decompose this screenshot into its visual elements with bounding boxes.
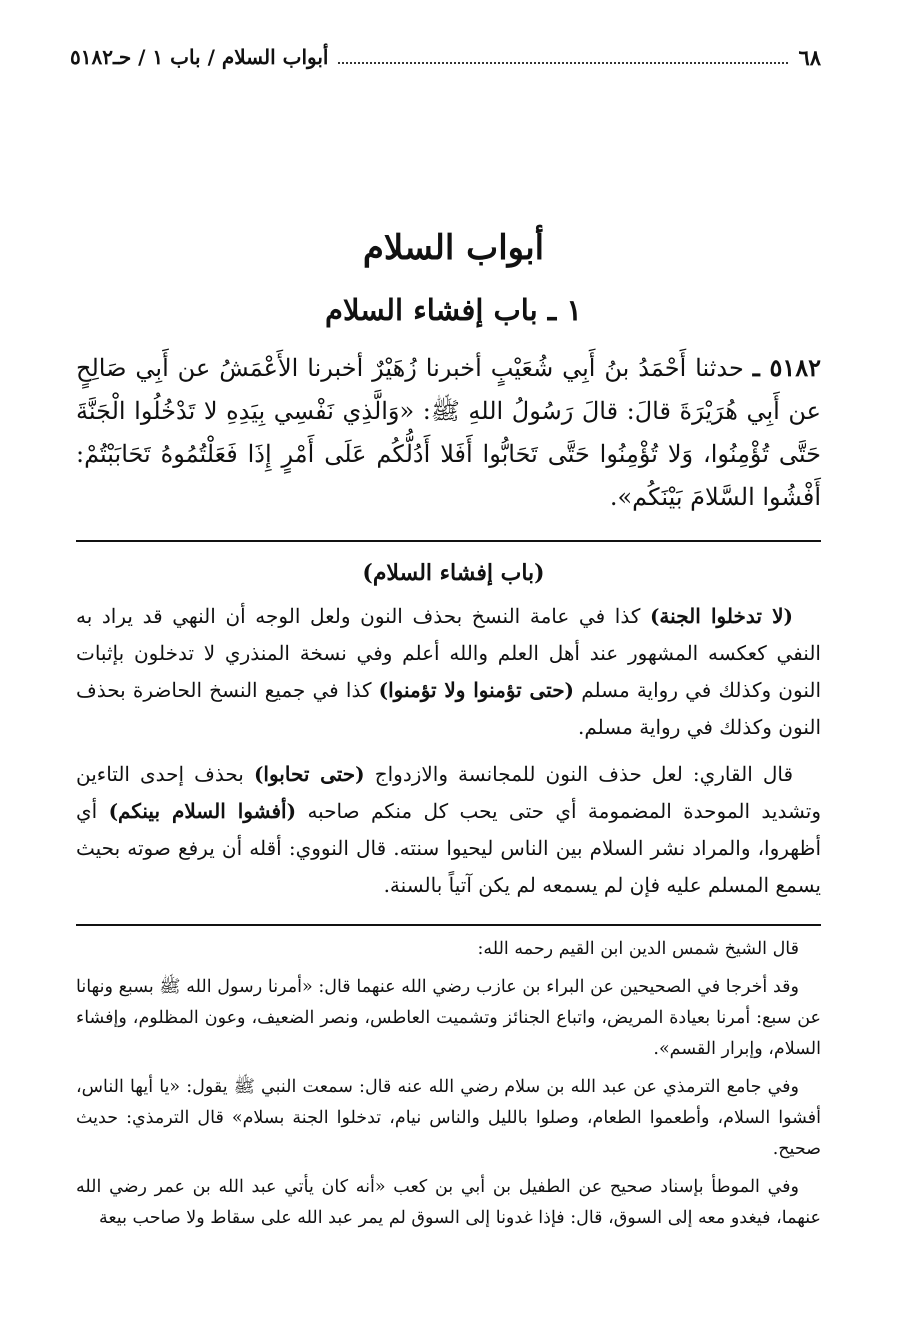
commentary-text: كذا في عامة النسخ بحذف النون ولعل الوجه أن النهي قد يراد به النفي كعكسه المشهور عند أهل العلم والله أعلم وفي نسخة المنذري لا تدخلون بإثبات النون وكذلك في رواية مسلم bbox=[76, 604, 822, 702]
commentary-term: (أفشوا السلام بينكم) bbox=[108, 799, 297, 823]
commentary-text: أي أظهروا، والمراد نشر السلام بين الناس ليحيوا سنته. قال النووي: أقله أن يرفع صوته بحيث يسمع المسلم عليه فإن لم يسمعه لم يكن آتياً بالسنة. bbox=[76, 799, 821, 897]
commentary-term: (حتى تؤمنوا ولا تؤمنوا) bbox=[378, 678, 575, 702]
footnote-paragraph: وقد أخرجا في الصحيحين عن البراء بن عازب رضي الله عنهما قال: «أمرنا رسول الله ﷺ بسبع ونهانا عن سبع: أمرنا بعيادة المريض، واتباع الجنائز وتشميت العاطس، ونصر الضعيف، وعون المظلوم، وإفشاء السلام، وإبرار القسم». bbox=[76, 977, 821, 1059]
commentary-term: (لا تدخلوا الجنة) bbox=[649, 604, 793, 628]
commentary-term: (حتى تحابوا) bbox=[253, 762, 365, 786]
commentary-text: بحذف إحدى التاءين وتشديد الموحدة المضمومة أي حتى يحب كل منكم صاحبه bbox=[76, 762, 822, 823]
hadith-text bbox=[76, 346, 821, 519]
footnote-paragraph: قال الشيخ شمس الدين ابن القيم رحمه الله: bbox=[477, 939, 799, 959]
footnote-divider bbox=[76, 924, 821, 926]
commentary-text: كذا في جميع النسخ الحاضرة بحذف النون وكذلك في رواية مسلم. bbox=[76, 678, 821, 739]
footnotes bbox=[76, 934, 821, 1241]
commentary bbox=[76, 598, 821, 914]
commentary-paragraph bbox=[76, 598, 821, 746]
commentary-text: قال القاري: لعل حذف النون للمجانسة والازدواج bbox=[374, 762, 794, 786]
chapter-title: ١ ـ باب إفشاء السلام bbox=[325, 293, 582, 327]
dotted-leader bbox=[338, 62, 788, 64]
running-header-title: أبواب السلام / باب ١ / حـ٥١٨٢ bbox=[70, 45, 329, 69]
commentary-paragraph bbox=[76, 756, 821, 904]
main-title: أبواب السلام bbox=[362, 228, 545, 268]
hadith-number: ٥١٨٢ ـ bbox=[752, 353, 821, 382]
running-header bbox=[70, 40, 821, 74]
divider bbox=[76, 540, 821, 542]
hadith-body: حدثنا أَحْمَدُ بنُ أَبِي شُعَيْبٍ أخبرنا زُهَيْرٌ أخبرنا الأَعْمَشُ عن أَبِي صَالِحٍ عن أَبِي هُرَيْرَةَ قالَ: قالَ رَسُولُ اللهِ ﷺ: «وَالَّذِي نَفْسِي بِيَدِهِ لا تَدْخُلُوا الْجَنَّةَ حَتَّى تُؤْمِنُوا، وَلا تُؤْمِنُوا حَتَّى تَحَابُّوا أَفَلا أَدُلُّكُم عَلَى أَمْرٍ إِذَا فَعَلْتُمُوهُ تَحَابَبْتُمْ: أَفْشُوا السَّلامَ بَيْنَكُم». bbox=[76, 354, 821, 511]
page-number: ٦٨ bbox=[798, 44, 821, 70]
footnote-paragraph: وفي الموطأ بإسناد صحيح عن الطفيل بن أبي بن كعب «أنه كان يأتي عبد الله بن عمر رضي الله عنهما، فيغدو معه إلى السوق، قال: فإذا غدونا إلى السوق لم يمر عبد الله على سقاط ولا صاحب بيعة bbox=[76, 1177, 821, 1228]
commentary-heading: (باب إفشاء السلام) bbox=[362, 560, 545, 586]
footnote-paragraph: وفي جامع الترمذي عن عبد الله بن سلام رضي الله عنه قال: سمعت النبي ﷺ يقول: «يا أيها الناس، أفشوا السلام، وأطعموا الطعام، وصلوا بالليل والناس نيام، تدخلوا الجنة بسلام» قال الترمذي: حديث صحيح. bbox=[76, 1077, 821, 1159]
